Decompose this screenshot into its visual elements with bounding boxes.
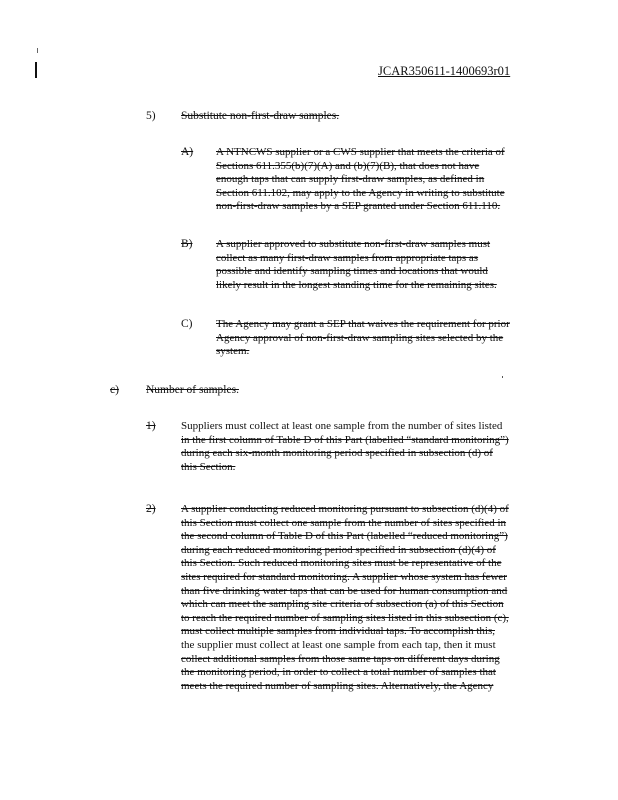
item-5-title: Substitute non-first-draw samples. — [181, 110, 340, 122]
text-line: during each reduced monitoring period specified in subsection (d)(4) of — [181, 543, 496, 556]
item-c1-text — [181, 420, 539, 474]
text-line: enough taps that can supply first-draw samples, as defined in — [216, 173, 485, 186]
item-5a-text — [216, 146, 538, 214]
text-line: collect additional samples from those same taps on different days during — [181, 652, 500, 665]
text-line: than five drinking water taps that can be used for human consumption and — [181, 584, 508, 597]
text-line: Sections 611.355(b)(7)(A) and (b)(7)(B), that does not have — [216, 159, 480, 172]
text-line: during each six-month monitoring period specified in subsection (d) of — [181, 447, 493, 460]
revision-margin-bar — [35, 62, 37, 78]
item-c-label: c) — [110, 384, 119, 396]
text-line: The Agency may grant a SEP that waives the requirement for prior — [216, 318, 510, 330]
margin-tick-mark — [37, 48, 38, 53]
item-5b-label: B) — [181, 238, 193, 250]
text-line: sites required for standard monitoring. A supplier whose system has fewer — [181, 570, 507, 583]
text-line: in the first column of Table D of this Part (labelled “standard monitoring”) — [181, 433, 509, 446]
text-line: Suppliers must collect at least one sample from the number of sites listed — [181, 420, 503, 432]
text-line: A NTNCWS supplier or a CWS supplier that meets the criteria of — [216, 146, 505, 158]
text-line: system. — [216, 345, 250, 358]
text-line: must collect multiple samples from individual taps. To accomplish this, — [181, 625, 496, 638]
text-line: likely result in the longest standing time for the remaining sites. — [216, 278, 497, 291]
text-line: Section 611.102, may apply to the Agency in writing to substitute — [216, 186, 505, 199]
item-c-title: Number of samples. — [146, 384, 239, 396]
text-line: meets the required number of sampling sites. Alternatively, the Agency — [181, 679, 494, 692]
text-line: the supplier must collect at least one sample from each tap, then it must — [181, 638, 496, 651]
item-5a-label: A) — [181, 146, 194, 158]
text-line: collect as many first-draw samples from appropriate taps as — [216, 251, 479, 264]
text-line: A supplier conducting reduced monitoring pursuant to subsection (d)(4) of — [181, 503, 509, 515]
item-5c-text — [216, 318, 538, 359]
text-line: which can meet the sampling site criteria of subsection (a) of this Section — [181, 598, 504, 611]
item-5c-label: C) — [181, 318, 193, 330]
text-line: this Section. — [181, 460, 236, 473]
text-line: the second column of Table D of this Part (labelled “reduced monitoring”) — [181, 530, 508, 543]
text-line: non-first-draw samples by a SEP granted under Section 611.110. — [216, 200, 501, 213]
item-5b-text — [216, 238, 528, 292]
scan-speck — [502, 376, 503, 378]
item-c2-text — [181, 503, 539, 693]
text-line: possible and identify sampling times and locations that would — [216, 265, 488, 278]
text-line: this Section must collect one sample from the number of sites specified in — [181, 516, 507, 529]
text-line: to reach the required number of sampling sites listed in this subsection (c), — [181, 611, 509, 624]
text-line: Agency approval of non-first-draw sampling sites selected by the — [216, 331, 504, 344]
text-line: A supplier approved to substitute non-first-draw samples must — [216, 238, 491, 250]
document-id: JCAR350611-1400693r01 — [378, 64, 511, 78]
text-line: the monitoring period, in order to collect a total number of samples that — [181, 666, 496, 679]
item-c2-label: 2) — [146, 503, 156, 515]
item-5-label: 5) — [146, 110, 156, 122]
item-c1-label: 1) — [146, 420, 156, 432]
text-line: this Section. Such reduced monitoring sites must be representative of the — [181, 557, 502, 570]
